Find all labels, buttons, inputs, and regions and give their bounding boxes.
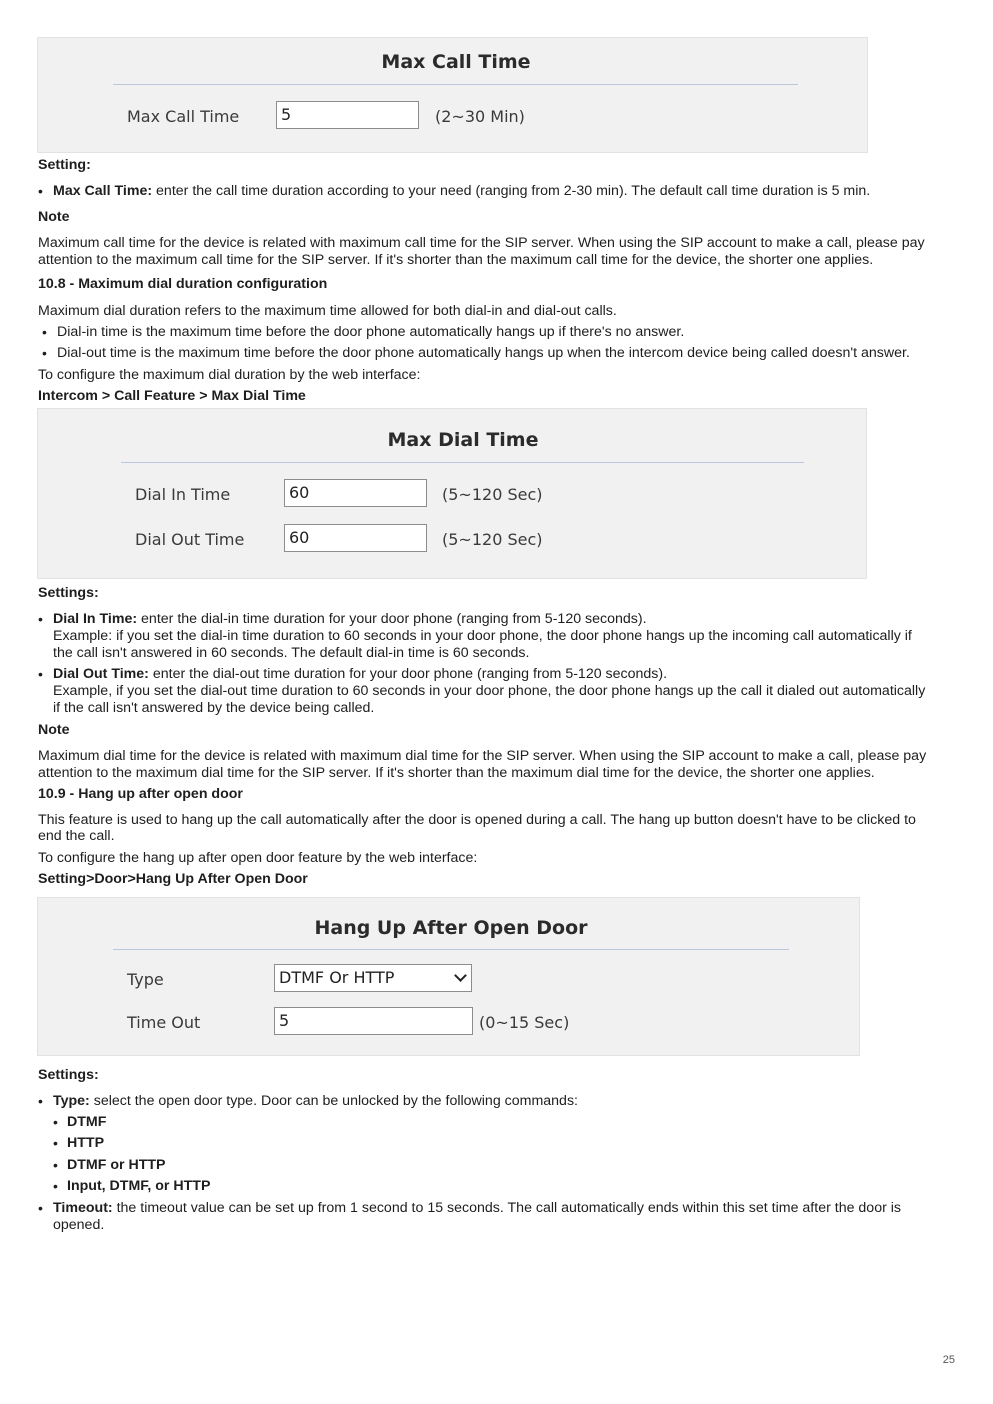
dial-in-time-label: Dial In Time (135, 485, 231, 504)
list-item: DTMF (67, 1114, 107, 1130)
bullet-icon: • (53, 1157, 58, 1173)
section-heading: 10.9 - Hang up after open door (38, 786, 243, 802)
dial-out-time-label: Dial Out Time (135, 530, 245, 549)
bullet-icon: • (42, 324, 47, 340)
note-heading: Note (38, 209, 70, 225)
menu-path: Intercom > Call Feature > Max Dial Time (38, 388, 306, 404)
note-heading: Note (38, 722, 70, 738)
list-item: DTMF or HTTP (67, 1157, 166, 1173)
note-line: Maximum call time for the device is related with maximum call time for the SIP server. When using the SIP account to make a call, please pay (38, 235, 925, 251)
setting-heading: Setting: (38, 157, 91, 173)
bullet-icon: • (38, 666, 43, 682)
time-out-input[interactable]: 5 (274, 1007, 473, 1035)
panel-title: Max Dial Time (387, 429, 539, 451)
timeout-bullet: Timeout: the timeout value can be set up from 1 second to 15 seconds. The call automatically ends within this set time after the door is (53, 1200, 901, 1216)
type-label: Type (127, 970, 164, 989)
dial-in-time-range: (5~120 Sec) (442, 485, 543, 504)
paragraph: To configure the hang up after open door feature by the web interface: (38, 850, 478, 866)
dial-out-time-input[interactable]: 60 (284, 524, 427, 552)
time-out-label: Time Out (127, 1013, 201, 1032)
list-item: Input, DTMF, or HTTP (67, 1178, 211, 1194)
timeout-bullet-continuation: opened. (53, 1217, 105, 1233)
note-line: Maximum dial time for the device is related with maximum dial time for the SIP server. When using the SIP account to make a call, please pay (38, 748, 927, 764)
time-out-range: (0~15 Sec) (479, 1013, 570, 1032)
max-call-time-label: Max Call Time (127, 107, 240, 126)
paragraph: To configure the maximum dial duration by the web interface: (38, 367, 421, 383)
max-call-time-bullet: Max Call Time: enter the call time duration according to your need (ranging from 2-30 min). The default call time duration is 5 min. (53, 183, 871, 199)
section-heading: 10.8 - Maximum dial duration configuration (38, 276, 328, 292)
dial-out-time-range: (5~120 Sec) (442, 530, 543, 549)
example-line: the call isn't answered in 60 seconds. The default dial-in time is 60 seconds. (53, 645, 530, 661)
panel-title: Hang Up After Open Door (314, 917, 588, 939)
menu-path: Setting>Door>Hang Up After Open Door (38, 871, 308, 887)
type-select-value: DTMF Or HTTP (279, 968, 395, 987)
dial-in-time-bullet: Dial In Time: enter the dial-in time duration for your door phone (ranging from 5-120 seconds). (53, 611, 647, 627)
bullet-icon: • (38, 611, 43, 627)
type-select[interactable] (274, 964, 472, 992)
panel-title: Max Call Time (381, 51, 531, 73)
list-item: Dial-out time is the maximum time before the door phone automatically hangs up when the intercom device being called doesn't answer. (57, 345, 910, 361)
max-dial-time-panel (37, 408, 867, 579)
title-divider (113, 84, 798, 85)
page-number: 25 (942, 1354, 955, 1366)
dial-out-time-bullet: Dial Out Time: enter the dial-out time duration for your door phone (ranging from 5-120 seconds). (53, 666, 668, 682)
example-line: Example, if you set the dial-out time duration to 60 seconds in your door phone, the door phone hangs up the call it dialed out automatically (53, 683, 926, 699)
example-line: Example: if you set the dial-in time duration to 60 seconds in your door phone, the door phone hangs up the incoming call automatically if (53, 628, 912, 644)
hang-up-after-open-door-panel (37, 897, 860, 1056)
title-divider (121, 462, 804, 463)
max-call-time-input[interactable]: 5 (276, 101, 419, 129)
paragraph: end the call. (38, 828, 115, 844)
list-item: Dial-in time is the maximum time before the door phone automatically hangs up if there's no answer. (57, 324, 685, 340)
bullet-icon: • (38, 1093, 43, 1109)
dial-in-time-input[interactable]: 60 (284, 479, 427, 507)
paragraph: Maximum dial duration refers to the maximum time allowed for both dial-in and dial-out calls. (38, 303, 617, 319)
note-line: attention to the maximum dial time for the SIP server. If it's shorter than the maximum dial time for the device, the shorter one applies. (38, 765, 875, 781)
bullet-icon: • (53, 1135, 58, 1151)
bullet-icon: • (53, 1178, 58, 1194)
type-bullet: Type: select the open door type. Door can be unlocked by the following commands: (53, 1093, 578, 1109)
bullet-icon: • (42, 345, 47, 361)
list-item: HTTP (67, 1135, 105, 1151)
paragraph: This feature is used to hang up the call automatically after the door is opened during a call. The hang up button doesn't have to be clicked to (38, 812, 916, 828)
title-divider (113, 949, 789, 950)
note-line: attention to the maximum call time for the SIP server. If it's shorter than the maximum call time for the device, the shorter one applies. (38, 252, 874, 268)
settings-heading: Settings: (38, 1067, 99, 1083)
bullet-icon: • (38, 1200, 43, 1216)
example-line: if the call isn't answered by the device being called. (53, 700, 375, 716)
settings-heading: Settings: (38, 585, 99, 601)
chevron-down-icon (454, 969, 467, 982)
max-call-time-panel (37, 37, 868, 153)
max-call-time-range: (2~30 Min) (435, 107, 525, 126)
bullet-icon: • (38, 183, 43, 199)
bullet-icon: • (53, 1114, 58, 1130)
